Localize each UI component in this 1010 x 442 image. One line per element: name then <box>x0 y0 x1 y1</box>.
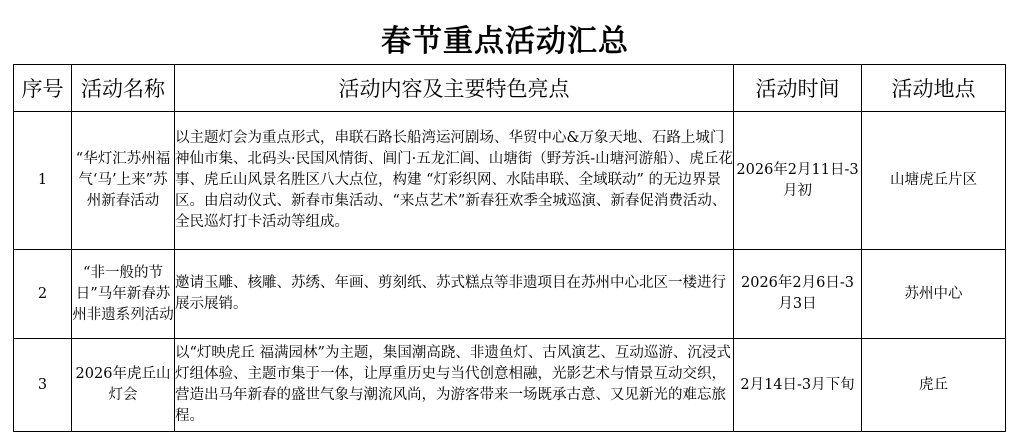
cell-name: “华灯汇苏州福气‘马’上来”苏州新春活动 <box>72 112 175 250</box>
cell-content: 以“灯映虎丘 福满园林”为主题，集国潮高跷、非遗鱼灯、古风演艺、互动巡游、沉浸式灯组体验、主题市集于一体，让厚重历史与当代创意相融，光影艺术与情景互动交织，营造出马年新春的盛世气象与潮流风尚，为游客带来一场既承古意、又见新光的难忘旅程。 <box>175 339 734 432</box>
header-row <box>14 65 1006 112</box>
cell-time: 2026年2月6日-3月3日 <box>734 250 862 339</box>
header-seq: 序号 <box>14 65 72 112</box>
header-place: 活动地点 <box>862 65 1006 112</box>
table-row <box>14 112 1006 250</box>
cell-place: 苏州中心 <box>862 250 1006 339</box>
cell-content: 邀请玉雕、核雕、苏绣、年画、剪刻纸、苏式糕点等非遗项目在苏州中心北区一楼进行展示展销。 <box>175 250 734 339</box>
header-name: 活动名称 <box>72 65 175 112</box>
events-table <box>13 64 1006 432</box>
cell-name: 2026年虎丘山灯会 <box>72 339 175 432</box>
cell-content: 以主题灯会为重点形式，串联石路长船湾运河剧场、华贸中心&万象天地、石路上城门神仙市集、北码头·民国风情街、阊门·五龙汇阊、山塘街（野芳浜-山塘河游船）、虎丘花事、虎丘山风景名胜区八大点位，构建 “灯彩织网、水陆串联、全域联动” 的无边界景区。由启动仪式、新春市集活动、“来点艺术”新春狂欢季全城巡演、新春促消费活动、全民巡灯打卡活动等组成。 <box>175 112 734 250</box>
cell-seq: 2 <box>14 250 72 339</box>
document-title: 春节重点活动汇总 <box>381 24 629 59</box>
cell-time: 2026年2月11日-3月初 <box>734 112 862 250</box>
cell-place: 山塘虎丘片区 <box>862 112 1006 250</box>
cell-name: “非一般的节日”马年新春苏州非遗系列活动 <box>72 250 175 339</box>
cell-seq: 3 <box>14 339 72 432</box>
cell-seq: 1 <box>14 112 72 250</box>
header-time: 活动时间 <box>734 65 862 112</box>
cell-time: 2月14日-3月下旬 <box>734 339 862 432</box>
table-row <box>14 339 1006 432</box>
header-content: 活动内容及主要特色亮点 <box>175 65 734 112</box>
cell-place: 虎丘 <box>862 339 1006 432</box>
table-row <box>14 250 1006 339</box>
